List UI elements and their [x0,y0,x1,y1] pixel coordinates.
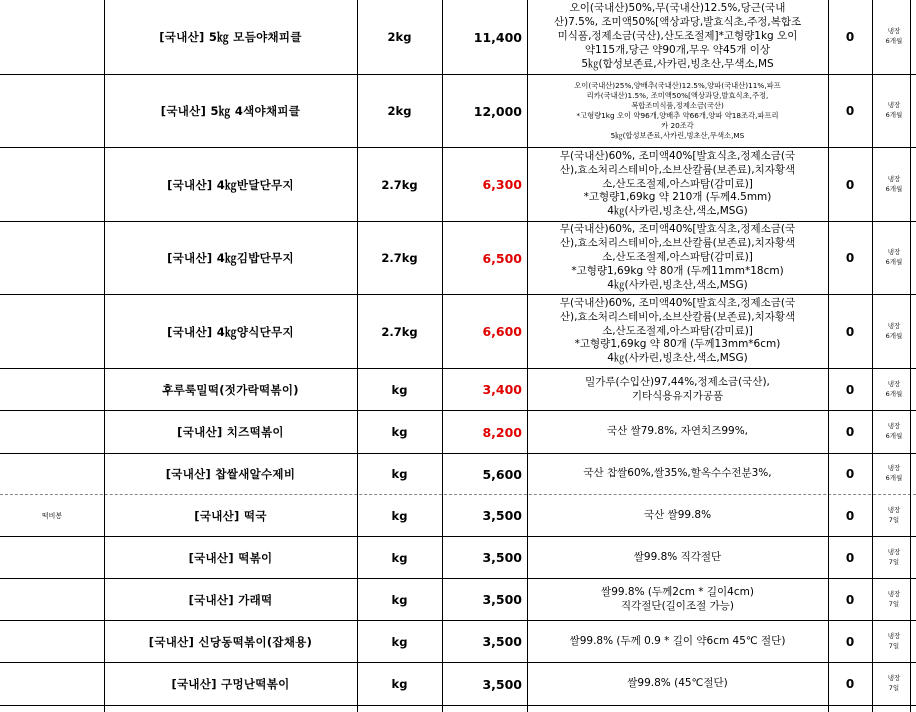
product-name-cell[interactable]: [국내산] 구멍난떡볶이 [171,677,290,691]
unit-cell[interactable]: 2kg [387,30,412,44]
quantity-cell[interactable]: 0 [845,592,855,607]
quantity-cell[interactable]: 0 [845,467,855,481]
product-name-cell[interactable]: [국내산] 떡볶이 [188,550,273,565]
category-cell[interactable] [0,663,104,705]
category-cell[interactable] [0,369,104,410]
column-divider [357,0,358,712]
unit-cell[interactable]: 2.7kg [381,251,418,265]
quantity-cell[interactable]: 0 [845,425,855,439]
ingredients-cell[interactable]: 국산 찹쌀60%,쌀35%,할옥수수전분3%, [583,467,772,480]
ingredients-cell[interactable]: 무(국내산)60%, 조미액40%[발효식초,정제소금(국 산),효소처리스테비아,소브산칼륨(보존료),치자황색 소,산도조절제,아스파탐(감미료)] *고형량1,69kg 약 80개 (두께13mm*6cm) 4㎏(사카린,빙초산,색소,MSG) [559,296,796,365]
quantity-cell[interactable]: 0 [845,677,855,691]
price-cell[interactable]: 6,300 [482,177,522,192]
price-cell[interactable]: 12,000 [473,103,522,119]
table-row[interactable] [0,537,916,579]
storage-cell[interactable]: 냉장 6개월 [885,422,903,440]
price-cell[interactable]: 6,500 [482,250,522,266]
price-cell[interactable]: 3,500 [482,508,522,523]
column-divider [828,0,829,712]
table-row[interactable] [0,663,916,706]
quantity-cell[interactable]: 0 [845,177,855,192]
category-cell[interactable] [0,0,104,74]
category-cell[interactable] [0,537,104,578]
product-name-cell[interactable]: [국내산] 치즈떡볶이 [177,425,284,439]
column-divider [527,0,528,712]
ingredients-cell[interactable]: 쌀99.8% (두께 0.9 * 길이 약6cm 45℃ 절단) [569,634,786,647]
table-row[interactable] [0,0,916,75]
table-row[interactable] [0,411,916,454]
unit-cell[interactable]: kg [391,425,408,439]
category-cell[interactable] [0,454,104,494]
storage-cell[interactable]: 냉장 6개월 [885,248,903,266]
price-cell[interactable]: 6,600 [482,324,522,339]
table-row[interactable] [0,369,916,411]
ingredients-cell[interactable]: 국산 쌀99.8% [643,508,712,521]
price-cell[interactable]: 3,500 [482,676,522,692]
ingredients-cell[interactable]: 밀가루(수입산)97,44%,정제소금(국산), 기타식용유지가공품 [585,375,770,402]
column-divider [872,0,873,712]
storage-cell[interactable]: 냉장 6개월 [885,464,903,482]
quantity-cell[interactable]: 0 [845,508,855,523]
storage-cell[interactable]: 냉장 7일 [887,505,901,524]
quantity-cell[interactable]: 0 [845,634,855,649]
ingredients-cell[interactable]: 오이(국내산)25%,양배추(국내산)12.5%,양파(국내산)11%,파프 리카(국내산)1.5%, 조미액50%[액상과당,발효식초,주정, 복합조미식품,정제소금(국산) *고형량1kg 오이 약96개,양배추 약66개,양파 약18조각,파프리 카 20조각 5㎏(합성보존료,사카린,빙초산,무색소,MS [574,80,781,141]
column-divider [442,0,443,712]
category-cell[interactable] [0,579,104,620]
quantity-cell[interactable]: 0 [845,251,855,265]
table-row[interactable] [0,75,916,148]
quantity-cell[interactable]: 0 [845,104,855,118]
quantity-cell[interactable]: 0 [845,324,855,339]
category-cell[interactable] [0,621,104,662]
price-cell[interactable]: 8,200 [482,424,522,440]
table-row[interactable] [0,495,916,537]
category-cell[interactable]: 떡비봉 [41,511,63,520]
category-cell[interactable] [0,411,104,453]
column-divider [104,0,105,712]
product-name-cell[interactable]: [국내산] 떡국 [194,508,267,523]
table-row[interactable] [0,222,916,295]
unit-cell[interactable]: kg [391,550,408,565]
table-row[interactable] [0,579,916,621]
unit-cell[interactable]: kg [391,467,408,481]
unit-cell[interactable]: kg [391,508,408,523]
product-name-cell[interactable]: [국내산] 4㎏반달단무지 [167,177,294,192]
storage-cell[interactable]: 냉장 6개월 [885,101,903,119]
table-row[interactable] [0,295,916,369]
unit-cell[interactable]: 2.7kg [381,324,418,339]
product-name-cell[interactable]: [국내산] 4㎏김밥단무지 [167,251,294,265]
product-name-cell[interactable]: 후루룩밀떡(젓가락떡볶이) [162,382,299,397]
storage-cell[interactable]: 냉장 7일 [887,547,901,566]
ingredients-cell[interactable]: 쌀99.8% (45℃절단) [627,677,728,690]
unit-cell[interactable]: 2.7kg [381,177,418,192]
unit-cell[interactable]: kg [391,677,408,691]
ingredients-cell[interactable]: 쌀99.8% 직각절단 [633,550,722,563]
storage-cell[interactable]: 냉장 6개월 [885,379,903,398]
column-divider [910,0,911,712]
table-row[interactable] [0,454,916,495]
product-name-cell[interactable]: [국내산] 찹쌀새알수제비 [165,467,296,481]
unit-cell[interactable]: kg [391,592,408,607]
storage-cell[interactable]: 냉장 6개월 [885,321,903,340]
ingredients-cell[interactable]: 국산 쌀79.8%, 자연치즈99%, [606,425,749,438]
storage-cell[interactable]: 냉장 7일 [887,631,901,650]
storage-cell[interactable]: 냉장 6개월 [885,27,903,45]
storage-cell[interactable]: 냉장 7일 [887,674,901,692]
ingredients-cell[interactable]: 무(국내산)60%, 조미액40%[발효식초,정제소금(국 산),효소처리스테비아,소브산칼륨(보존료),치자황색 소,산도조절제,아스파탐(감미료)] *고형량1,69kg 약 80개 (두께11mm*18cm) 4㎏(사카린,빙초산,색소,MSG) [559,223,796,291]
category-cell[interactable] [0,222,104,294]
ingredients-cell[interactable]: 무(국내산)60%, 조미액40%[발효식초,정제소금(국 산),효소처리스테비아,소브산칼륨(보존료),치자황색 소,산도조절제,아스파탐(감미료)] *고형량1,69kg 약 210개 (두께4.5mm) 4㎏(사카린,빙초산,색소,MSG) [559,149,796,218]
price-cell[interactable]: 3,500 [482,634,522,649]
product-name-cell[interactable]: [국내산] 4㎏양식단무지 [167,324,294,339]
product-name-cell[interactable]: [국내산] 5㎏ 모듬야채피클 [159,30,302,44]
storage-cell[interactable]: 냉장 7일 [887,589,901,608]
quantity-cell[interactable]: 0 [845,30,855,44]
category-cell[interactable] [0,75,104,147]
unit-cell[interactable]: kg [391,382,408,397]
product-name-cell[interactable]: [국내산] 5㎏ 4색야채피클 [160,104,301,118]
product-name-cell[interactable]: [국내산] 신당동떡볶이(잡채용) [148,634,313,649]
table-row[interactable] [0,148,916,222]
unit-cell[interactable]: 2kg [387,104,412,118]
table-row[interactable] [0,621,916,663]
category-cell[interactable] [0,295,104,368]
product-name-cell[interactable]: [국내산] 가래떡 [188,592,273,607]
unit-cell[interactable]: kg [391,634,408,649]
price-cell[interactable]: 3,500 [482,592,522,607]
price-cell[interactable]: 3,500 [482,550,522,565]
storage-cell[interactable]: 냉장 6개월 [885,174,903,193]
category-cell[interactable] [0,148,104,221]
ingredients-cell[interactable]: 오이(국내산)50%,무(국내산)12.5%,당근(국내 산)7.5%, 조미액50%[액상과당,발효식초,주정,복합조 미식품,정제소금(국산),산도조절제]*고형량1kg 오이 약115개,당근 약90개,무우 약45개 이상 5㎏(합성보존료,사카린,빙초산,무색소,MS [553,2,802,70]
price-cell[interactable]: 11,400 [473,29,522,45]
quantity-cell[interactable]: 0 [845,550,855,565]
quantity-cell[interactable]: 0 [845,382,855,397]
ingredients-cell[interactable]: 쌀99.8% (두께2cm * 길이4cm) 직각절단(길이조절 가능) [601,585,754,612]
price-cell[interactable]: 3,400 [482,382,522,397]
price-cell[interactable]: 5,600 [482,466,522,482]
